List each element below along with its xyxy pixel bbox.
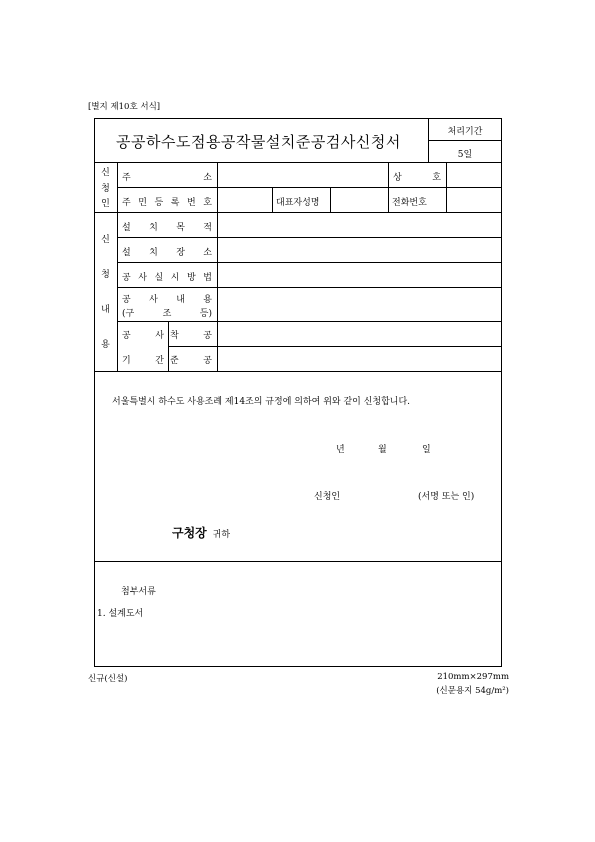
label-char: 설 bbox=[122, 223, 131, 233]
period-label-bottom bbox=[122, 353, 164, 366]
label-char: 상 bbox=[393, 173, 402, 183]
attachments-title: 첨부서류 bbox=[121, 587, 156, 597]
form-number: [별지 제10호 서식] bbox=[88, 102, 161, 112]
label-char: 사 bbox=[138, 273, 147, 283]
label-char: 실 bbox=[154, 273, 164, 283]
label-char: 주 bbox=[122, 173, 131, 183]
label-char: 기 bbox=[122, 356, 131, 366]
date-year: 년 bbox=[336, 445, 345, 455]
label-char: 착 bbox=[170, 331, 179, 341]
completion-label bbox=[170, 353, 212, 366]
processing-divider bbox=[428, 140, 502, 141]
work-content-label bbox=[122, 292, 212, 305]
label-char: 간 bbox=[155, 356, 164, 366]
label-char: 설 bbox=[122, 248, 131, 258]
side-char: 청 bbox=[101, 183, 110, 194]
title-divider bbox=[94, 162, 502, 163]
label-char: 장 bbox=[176, 248, 185, 258]
label-char: 목 bbox=[176, 223, 185, 233]
signer-label: 신청인 bbox=[314, 492, 341, 502]
start-label bbox=[170, 328, 212, 341]
label-char: 사 bbox=[155, 331, 164, 341]
content-row-divider-5 bbox=[168, 346, 502, 347]
applicant-side-label bbox=[94, 165, 117, 209]
label-char: 공 bbox=[122, 331, 131, 341]
label-char: 치 bbox=[149, 223, 158, 233]
label-char: 주 bbox=[122, 198, 131, 208]
period-split-divider bbox=[168, 321, 169, 371]
label-char: 적 bbox=[203, 223, 212, 233]
content-row-divider-4 bbox=[117, 321, 502, 322]
label-column-divider bbox=[217, 162, 218, 371]
label-char: 방 bbox=[187, 273, 196, 283]
label-char: 등 bbox=[154, 198, 164, 208]
representative-left-divider bbox=[272, 187, 273, 212]
location-label bbox=[122, 245, 212, 258]
label-char: 등) bbox=[199, 309, 212, 319]
label-char: 공 bbox=[203, 356, 212, 366]
label-char: (구 bbox=[122, 309, 135, 319]
side-char: 청 bbox=[101, 270, 110, 280]
date-month: 월 bbox=[378, 445, 387, 455]
representative-right-divider bbox=[330, 187, 331, 212]
phone-label: 전화번호 bbox=[392, 198, 427, 208]
label-char: 공 bbox=[122, 295, 131, 305]
label-char: 내 bbox=[176, 295, 185, 305]
purpose-label bbox=[122, 220, 212, 233]
attachment-item: 1. 설계도서 bbox=[97, 609, 144, 619]
side-label-divider bbox=[117, 162, 118, 371]
label-char: 민 bbox=[138, 198, 147, 208]
paper-size: 210mm×297mm bbox=[437, 672, 509, 682]
label-char: 번 bbox=[187, 198, 196, 208]
label-char: 법 bbox=[203, 273, 212, 283]
label-char: 시 bbox=[170, 273, 180, 283]
label-char: 치 bbox=[149, 248, 158, 258]
side-char: 신 bbox=[101, 168, 110, 178]
label-char: 호 bbox=[432, 173, 441, 183]
content-row-divider-1 bbox=[117, 237, 502, 238]
method-label bbox=[122, 270, 212, 283]
applicant-section-divider bbox=[94, 212, 502, 213]
application-statement: 서울특별시 하수도 사용조례 제14조의 규정에 의하여 위와 같이 신청합니다. bbox=[112, 397, 411, 407]
addressee bbox=[172, 524, 230, 541]
work-content-sub-label bbox=[122, 306, 212, 319]
label-char: 준 bbox=[170, 356, 179, 366]
label-char: 소 bbox=[203, 248, 212, 258]
side-char: 용 bbox=[101, 340, 110, 350]
content-section-divider bbox=[94, 371, 502, 372]
content-side-label bbox=[94, 232, 117, 350]
right-label-right-divider bbox=[446, 162, 447, 212]
date-day: 일 bbox=[422, 445, 431, 455]
business-name-label bbox=[393, 170, 441, 183]
content-row-divider-3 bbox=[117, 287, 502, 288]
side-char: 인 bbox=[101, 199, 110, 209]
side-char: 신 bbox=[101, 235, 110, 245]
applicant-row-divider bbox=[117, 187, 502, 188]
resident-number-label bbox=[122, 195, 212, 208]
address-label bbox=[122, 170, 212, 183]
label-char: 소 bbox=[203, 173, 212, 183]
period-label-top bbox=[122, 328, 164, 341]
label-char: 공 bbox=[122, 273, 131, 283]
side-char: 내 bbox=[101, 305, 110, 315]
processing-label: 처리기간 bbox=[447, 127, 483, 137]
label-char: 사 bbox=[149, 295, 158, 305]
form-title: 공공하수도점용공작물설치준공검사신청서 bbox=[116, 133, 401, 151]
processing-days: 5일 bbox=[457, 150, 473, 160]
addressee-honorific: 귀하 bbox=[212, 530, 231, 540]
right-label-left-divider bbox=[388, 162, 389, 212]
content-row-divider-2 bbox=[117, 262, 502, 263]
paper-type: (신문용지 54g/m²) bbox=[436, 686, 509, 696]
attachment-divider bbox=[94, 561, 502, 562]
label-char: 록 bbox=[170, 198, 180, 208]
label-char: 조 bbox=[162, 309, 172, 319]
label-char: 용 bbox=[203, 295, 212, 305]
sign-note: (서명 또는 인) bbox=[418, 492, 475, 502]
label-char: 호 bbox=[203, 198, 212, 208]
label-char: 공 bbox=[203, 331, 212, 341]
addressee-name: 구청장 bbox=[172, 526, 207, 540]
footer-left: 신규(신설) bbox=[88, 674, 128, 684]
representative-label: 대표자성명 bbox=[276, 198, 320, 208]
